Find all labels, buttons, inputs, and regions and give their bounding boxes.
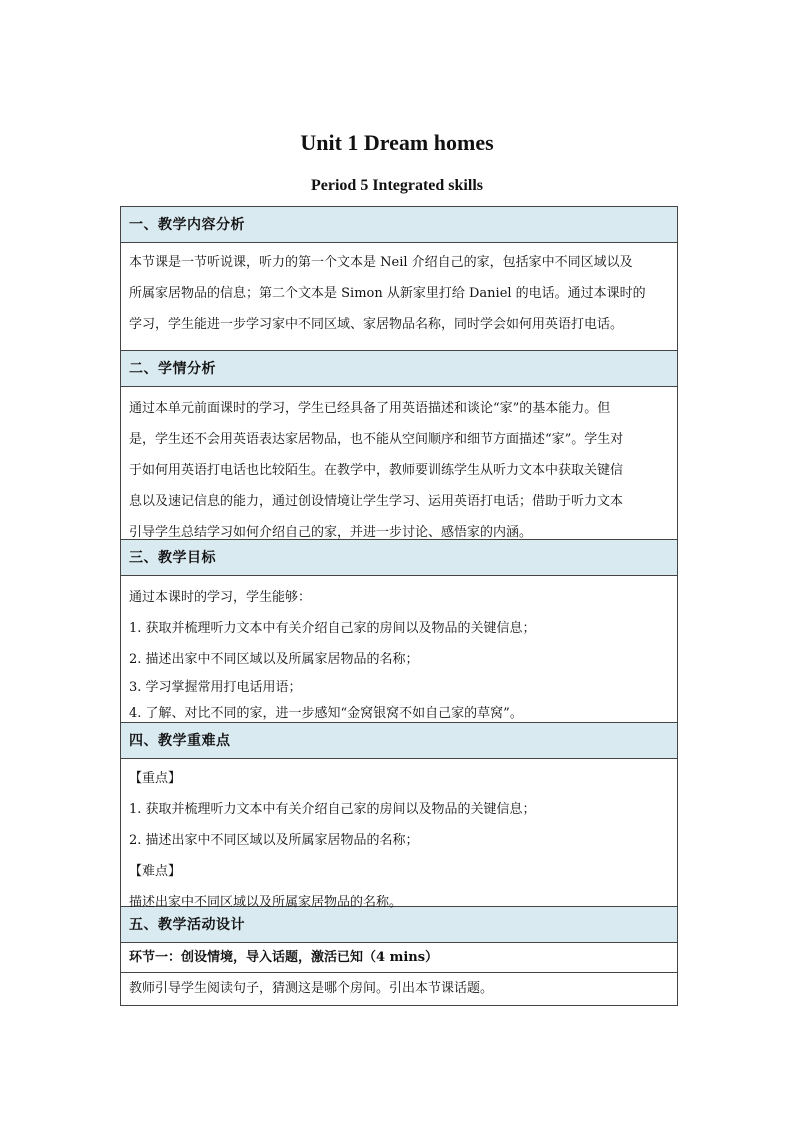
section-body-activity-design (121, 943, 677, 1005)
text-line: 息以及速记信息的能力，通过创设情境让学生学习、运用英语打电话；借助于听力文本 (129, 494, 624, 509)
document-title: Unit 1 Dream homes (300, 130, 494, 155)
text-line: 学习，学生能进一步学习家中不同区域、家居物品名称，同时学会如何用英语打电话。 (129, 317, 624, 332)
objective-item: 2. 描述出家中不同区域以及所属家居物品的名称； (129, 652, 419, 667)
step-title: 环节一：创设情境，导入话题，激活已知（4 mins） (121, 943, 677, 973)
section-header-key-points: 四、教学重难点 (121, 723, 677, 759)
document-subtitle: Period 5 Integrated skills (311, 177, 483, 194)
text-line: 通过本课时的学习，学生能够： (129, 590, 312, 605)
objective-item: 3. 学习掌握常用打电话用语； (129, 680, 302, 695)
text-line: 是，学生还不会用英语表达家居物品，也不能从空间顺序和细节方面描述“家”。学生对 (129, 432, 624, 447)
key-point-item: 2. 描述出家中不同区域以及所属家居物品的名称； (129, 833, 419, 848)
text-line: 通过本单元前面课时的学习，学生已经具备了用英语描述和谈论“家”的基本能力。但 (129, 401, 611, 416)
text-line: 引导学生总结学习如何介绍自己的家，并进一步讨论、感悟家的内涵。 (129, 525, 533, 540)
key-point-item: 1. 获取并梳理听力文本中有关介绍自己家的房间以及物品的关键信息； (129, 802, 536, 817)
text-line: 本节课是一节听说课，听力的第一个文本是 Neil 介绍自己的家，包括家中不同区域以及 (129, 255, 633, 270)
section-header-content-analysis: 一、教学内容分析 (121, 207, 677, 243)
text-line: 所属家居物品的信息；第二个文本是 Simon 从新家里打给 Daniel 的电话。通过本课时的 (129, 286, 646, 301)
text-line: 于如何用英语打电话也比较陌生。在教学中，教师要训练学生从听力文本中获取关键信 (129, 463, 624, 478)
section-header-objectives: 三、教学目标 (121, 540, 677, 576)
objective-item: 4. 了解、对比不同的家，进一步感知“金窝银窝不如自己家的草窝”。 (129, 706, 523, 721)
section-header-student-analysis: 二、学情分析 (121, 351, 677, 387)
section-body-content-analysis (121, 243, 677, 351)
section-body-objectives (121, 576, 677, 723)
section-body-key-points (121, 759, 677, 910)
text-line: 教师引导学生阅读句子，猜测这是哪个房间。引出本节课话题。 (129, 981, 494, 996)
objective-item: 1. 获取并梳理听力文本中有关介绍自己家的房间以及物品的关键信息； (129, 621, 536, 636)
key-points-label: 【重点】 (129, 771, 182, 786)
section-body-student-analysis (121, 387, 677, 540)
lesson-plan-table (120, 206, 678, 1006)
section-header-activity-design: 五、教学活动设计 (121, 907, 677, 943)
difficult-point-item: 描述出家中不同区域以及所属家居物品的名称。 (129, 895, 403, 910)
difficult-points-label: 【难点】 (129, 864, 182, 879)
